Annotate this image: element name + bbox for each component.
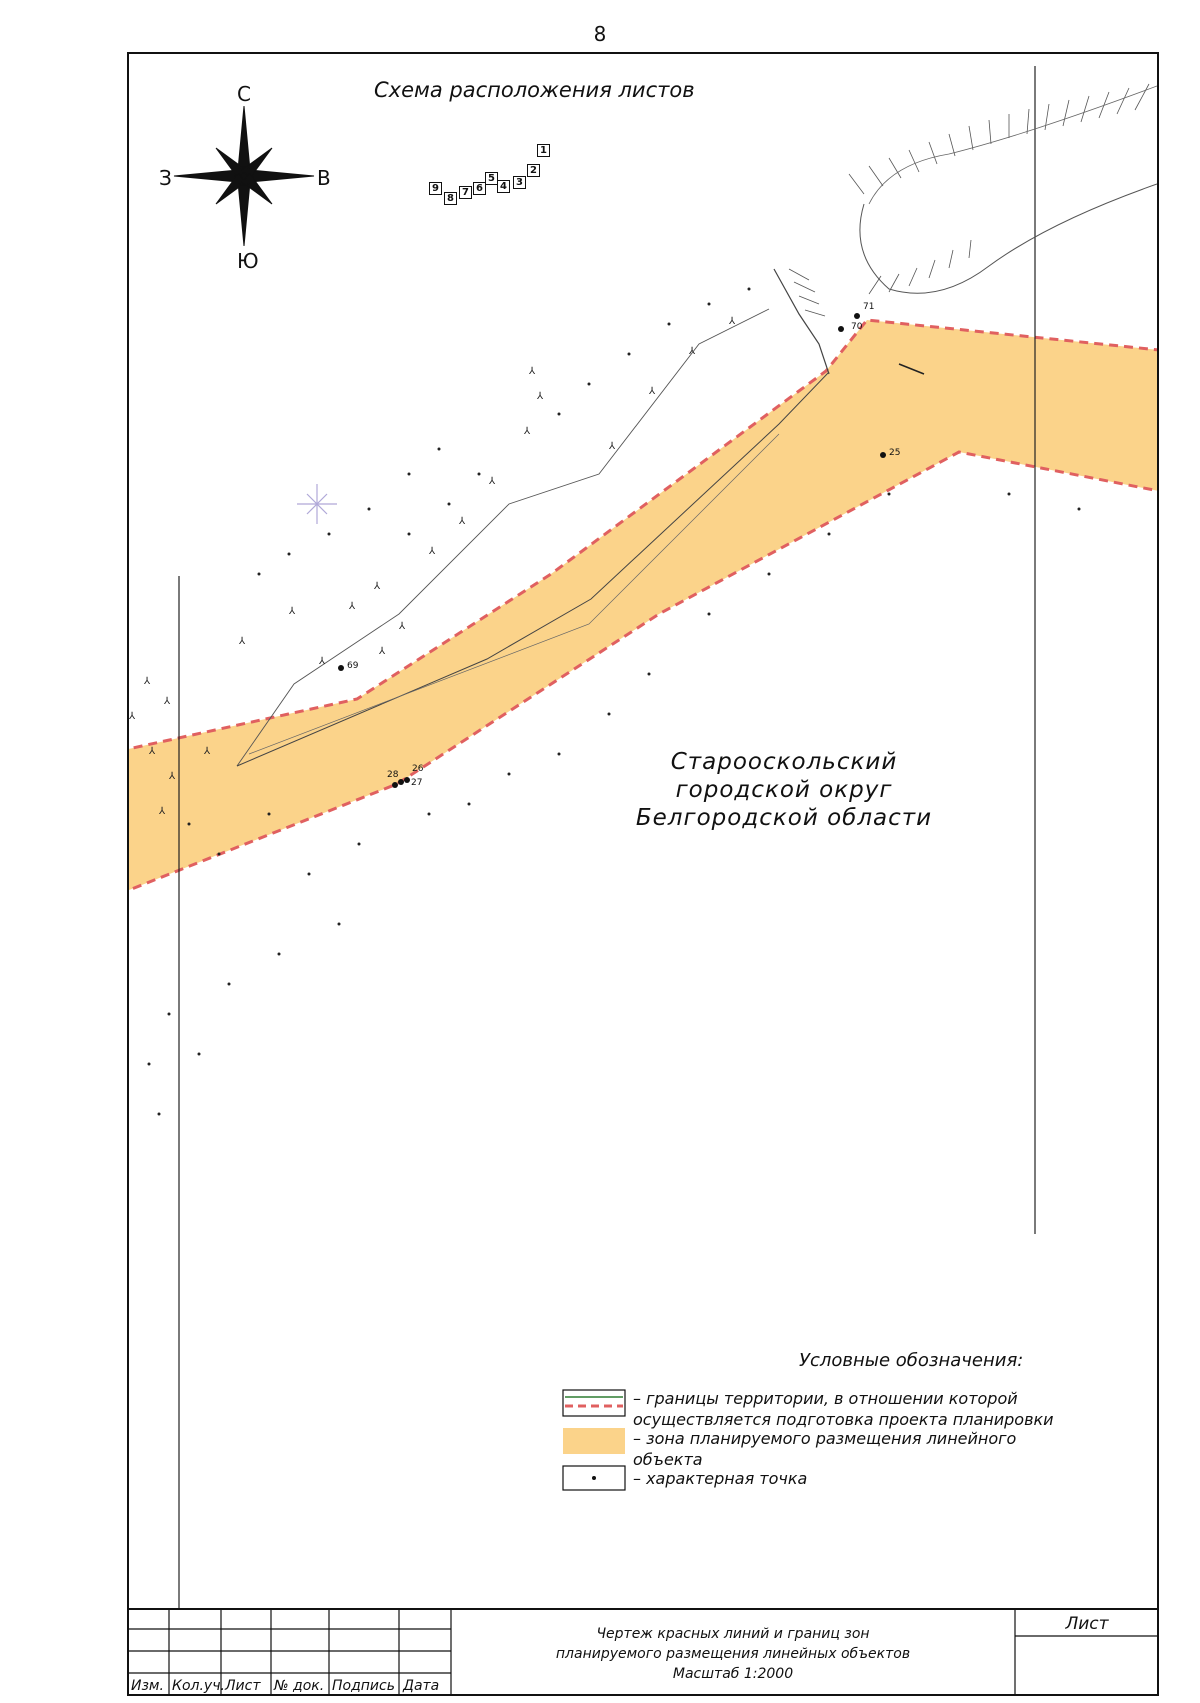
svg-text:⅄: ⅄ bbox=[149, 746, 156, 757]
svg-text:⅄: ⅄ bbox=[489, 476, 496, 487]
point-label-70: 70 bbox=[851, 322, 863, 332]
svg-text:⅄: ⅄ bbox=[239, 636, 246, 647]
legend-swatch-boundary bbox=[563, 1390, 625, 1416]
title-block bbox=[129, 1608, 1157, 1696]
legend-swatch-zone bbox=[563, 1428, 625, 1454]
svg-text:⅄: ⅄ bbox=[289, 606, 296, 617]
svg-text:⅄: ⅄ bbox=[379, 646, 386, 657]
svg-text:⅄: ⅄ bbox=[459, 516, 466, 527]
legend-item-zone bbox=[633, 1428, 1016, 1470]
legend-item-point bbox=[633, 1468, 807, 1489]
page-number: 8 bbox=[593, 22, 607, 46]
sheet-box-1: 1 bbox=[537, 144, 550, 157]
legend-item-boundary bbox=[633, 1388, 1054, 1430]
legend-boundary-line-2: осуществляется подготовка проекта планировки bbox=[633, 1410, 1054, 1429]
sheet-box-8: 8 bbox=[444, 192, 457, 205]
sheet-box-5: 5 bbox=[485, 172, 498, 185]
column-list: Лист bbox=[225, 1678, 261, 1694]
column-doc-number: № док. bbox=[274, 1678, 325, 1694]
embankment-hatch bbox=[789, 84, 1149, 316]
svg-text:⅄: ⅄ bbox=[609, 441, 616, 452]
road-edge bbox=[774, 269, 829, 374]
column-signature: Подпись bbox=[332, 1678, 395, 1694]
compass-rose bbox=[174, 106, 314, 246]
legend-boundary-line-1: – границы территории, в отношении которой bbox=[633, 1389, 1018, 1408]
point-label-27: 27 bbox=[411, 778, 423, 788]
svg-text:⅄: ⅄ bbox=[129, 711, 136, 722]
drawing-scale: Масштаб 1:2000 bbox=[672, 1666, 794, 1682]
compass-east-label: В bbox=[317, 166, 331, 190]
district-line-3: Белгородской области bbox=[635, 805, 933, 831]
column-izm: Изм. bbox=[131, 1678, 164, 1694]
svg-text:⅄: ⅄ bbox=[349, 601, 356, 612]
svg-text:⅄: ⅄ bbox=[144, 676, 151, 687]
mound-outline-2 bbox=[869, 86, 1157, 204]
district-line-2: городской округ bbox=[675, 777, 893, 803]
point-label-71: 71 bbox=[863, 302, 875, 312]
drawing-title-line-1: Чертеж красных линий и границ зон bbox=[596, 1626, 870, 1642]
svg-text:⅄: ⅄ bbox=[429, 546, 436, 557]
svg-text:⅄: ⅄ bbox=[729, 316, 736, 327]
drawing-title-line-2: планируемого размещения линейных объектов bbox=[555, 1646, 911, 1662]
mound-outline bbox=[860, 184, 1157, 293]
point-label-28: 28 bbox=[387, 770, 399, 780]
svg-text:⅄: ⅄ bbox=[537, 391, 544, 402]
svg-text:⅄: ⅄ bbox=[524, 426, 531, 437]
district-line-1: Старооскольский bbox=[670, 749, 898, 775]
svg-text:⅄: ⅄ bbox=[204, 746, 211, 757]
sheet-box-3: 3 bbox=[513, 176, 526, 189]
sheet-box-4: 4 bbox=[497, 180, 510, 193]
point-label-25: 25 bbox=[889, 448, 901, 458]
column-date: Дата bbox=[403, 1678, 440, 1694]
svg-text:⅄: ⅄ bbox=[169, 771, 176, 782]
point-label-69: 69 bbox=[347, 661, 359, 671]
point-label-26: 26 bbox=[412, 764, 424, 774]
svg-text:⅄: ⅄ bbox=[319, 656, 326, 667]
sheet-box-6: 6 bbox=[473, 182, 486, 195]
column-kol-uch: Кол.уч. bbox=[172, 1678, 225, 1694]
legend-zone-line-2: объекта bbox=[633, 1450, 703, 1469]
sheet-box-9: 9 bbox=[429, 182, 442, 195]
svg-text:⅄: ⅄ bbox=[399, 621, 406, 632]
sheet-label: Лист bbox=[1065, 1614, 1109, 1634]
svg-text:⅄: ⅄ bbox=[689, 346, 696, 357]
drawing-frame bbox=[127, 52, 1159, 1696]
svg-text:⅄: ⅄ bbox=[159, 806, 166, 817]
legend-zone-line-1: – зона планируемого размещения линейного bbox=[633, 1429, 1017, 1448]
scheme-title: Схема расположения листов bbox=[374, 78, 695, 102]
district-label bbox=[634, 748, 934, 832]
compass-west-label: З bbox=[159, 166, 172, 190]
legend-title: Условные обозначения: bbox=[799, 1350, 1024, 1371]
svg-text:⅄: ⅄ bbox=[649, 386, 656, 397]
compass-north-label: С bbox=[237, 82, 251, 106]
sheet-box-7: 7 bbox=[459, 186, 472, 199]
sheet-box-2: 2 bbox=[527, 164, 540, 177]
svg-text:⅄: ⅄ bbox=[164, 696, 171, 707]
legend-point-line-1: – характерная точка bbox=[633, 1469, 808, 1488]
svg-text:⅄: ⅄ bbox=[529, 366, 536, 377]
compass-south-label: Ю bbox=[237, 249, 259, 273]
drawing-title bbox=[451, 1624, 1015, 1684]
svg-text:⅄: ⅄ bbox=[374, 581, 381, 592]
faint-star bbox=[297, 484, 337, 524]
